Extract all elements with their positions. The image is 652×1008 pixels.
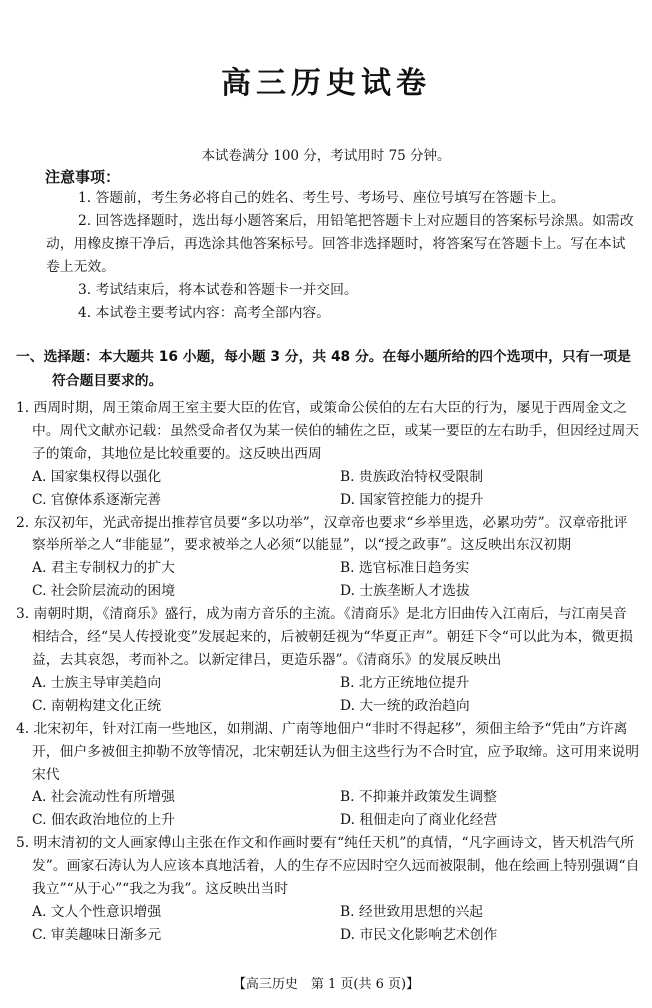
- option-b: B. 贵族政治特权受限制: [340, 468, 484, 485]
- question-1: [16, 397, 640, 512]
- page-footer: 【高三历史 第 1 页(共 6 页)】: [232, 977, 420, 992]
- option-d: D. 国家管控能力的提升: [340, 491, 484, 508]
- option-c: C. 南朝构建文化正统: [32, 697, 162, 714]
- option-d: D. 租佃走向了商业化经营: [340, 812, 498, 829]
- notice-list: [46, 187, 636, 325]
- question-stem: 2. 东汉初年，光武帝提出推荐官员要“多以功举”，汉章帝也要求“乡举里选，必累功劳”。汉章帝批评察举所举之人“非能显”，要求被举之人必须“以能显”，以“授之政事”。这反映出东汉初期: [16, 514, 628, 554]
- option-list: [16, 786, 640, 832]
- option-a: A. 文人个性意识增强: [32, 903, 162, 920]
- option-list: [16, 901, 640, 947]
- option-list: [16, 672, 640, 718]
- notice-item: 4. 本试卷主要考试内容：高考全部内容。: [78, 305, 331, 321]
- option-a: A. 士族主导审美趋向: [32, 674, 162, 691]
- option-c: C. 社会阶层流动的困境: [32, 583, 176, 600]
- exam-info: 本试卷满分 100 分，考试用时 75 分钟。: [201, 148, 451, 164]
- option-a: A. 国家集权得以强化: [32, 468, 162, 485]
- question-2: [16, 512, 640, 604]
- question-stem: 5. 明末清初的文人画家傅山主张在作文和作画时要有“纯任天机”的真情，“凡字画诗文，皆天机浩气所发”。画家石涛认为人应该本真地活着，人的生存不应因时空久远而被限制，他在绘画上特别强调“自我立”“从于心”“我之为我”。这反映出当时: [16, 835, 640, 898]
- question-stem: 4. 北宋初年，针对江南一些地区，如荆湖、广南等地佃户“非时不得起移”，须佃主给予“凭由”方许离开，佃户多被佃主抑勒不放等情况，北宋朝廷认为佃主这些行为不合时宜，应予取缔。这可用来说明宋代: [16, 720, 640, 783]
- option-list: [16, 557, 640, 603]
- question-3: [16, 603, 640, 718]
- notice-item: 1. 答题前，考生务必将自己的姓名、考生号、考场号、座位号填写在答题卡上。: [78, 190, 565, 206]
- option-c: C. 佃农政治地位的上升: [32, 812, 176, 829]
- option-c: C. 官僚体系逐渐完善: [32, 491, 162, 508]
- option-d: D. 士族垄断人才选拔: [340, 583, 470, 600]
- notice-item: 3. 考试结束后，将本试卷和答题卡一并交回。: [78, 282, 358, 298]
- option-b: B. 北方正统地位提升: [340, 674, 470, 691]
- question-4: [16, 718, 640, 833]
- section-line-2: 符合题目要求的。: [52, 373, 163, 389]
- section-line-1: 一、选择题：本大题共 16 小题，每小题 3 分，共 48 分。在每小题所给的四个选项中，只有一项是: [16, 349, 631, 365]
- option-b: B. 不抑兼并政策发生调整: [340, 789, 497, 806]
- question-stem: 1. 西周时期，周王策命周王室主要大臣的佐官，或策命公侯伯的左右大臣的行为，屡见于西周金文之中。周代文献亦记载：虽然受命者仅为某一侯伯的辅佐之臣，或某一要臣的左右助手，但因经过周天子的策命，其地位是比较重要的。这反映出西周: [16, 400, 640, 462]
- question-list: [16, 397, 640, 947]
- page-title: 高三历史试卷: [221, 66, 431, 101]
- question-stem: 3. 南朝时期，《清商乐》盛行，成为南方音乐的主流。《清商乐》是北方旧曲传入江南后，与江南吴音相结合，经“吴人传授讹变”发展起来的，后被朝廷视为“华夏正声”。朝廷下令“可以此为本，微更损益，去其哀怨，考而补之。以新定律吕，更造乐器”。《清商乐》的发展反映出: [16, 606, 633, 668]
- option-a: A. 社会流动性有所增强: [32, 789, 175, 806]
- notice-heading: 注意事项：: [45, 168, 121, 186]
- question-5: [16, 832, 640, 947]
- option-d: D. 大一统的政治趋向: [340, 697, 470, 714]
- option-list: [16, 466, 640, 512]
- option-a: A. 君主专制权力的扩大: [32, 560, 175, 577]
- notice-item: 2. 回答选择题时，选出每小题答案后，用铅笔把答题卡上对应题目的答案标号涂黑。如需改动，用橡皮擦干净后，再选涂其他答案标号。回答非选择题时，将答案写在答题卡上。写在本试卷上无效。: [46, 213, 634, 275]
- option-c: C. 审美趣味日渐多元: [32, 926, 162, 943]
- option-d: D. 市民文化影响艺术创作: [340, 926, 498, 943]
- option-b: B. 经世致用思想的兴起: [340, 903, 484, 920]
- section-heading: [16, 345, 640, 393]
- option-b: B. 选官标准日趋务实: [340, 560, 470, 577]
